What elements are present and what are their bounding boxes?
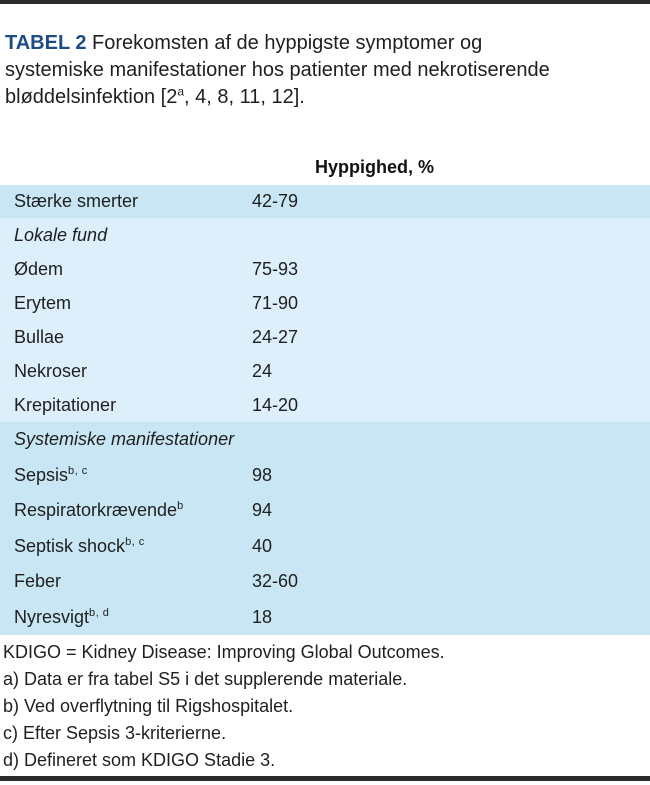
caption-line2: systemiske manifestationer hos patienter med nekrotiserende	[5, 59, 550, 81]
column-header-frequency: Hyppighed, %	[315, 157, 435, 177]
table-row	[0, 354, 650, 388]
row-value: 40	[252, 535, 273, 556]
section-header-row	[0, 218, 650, 252]
row-value: 94	[252, 500, 273, 521]
footnote-c: c) Efter Sepsis 3-kriterierne.	[3, 723, 227, 743]
row-value: 14-20	[252, 394, 299, 415]
footnote-b: b) Ved overflytning til Rigshospitalet.	[3, 696, 294, 716]
section-header-row	[0, 422, 650, 458]
row-label: Stærke smerter	[14, 191, 139, 211]
table-row	[0, 493, 650, 529]
caption-line3-post: , 4, 8, 11, 12].	[184, 86, 305, 108]
row-value: 24-27	[252, 326, 299, 347]
footnote-marker: b, c	[68, 464, 88, 477]
symptoms-table	[0, 185, 650, 635]
table-row	[0, 185, 650, 218]
row-label: Bullae	[14, 326, 65, 347]
row-value: 24	[252, 360, 273, 381]
table-row	[0, 388, 650, 422]
footnote-d: d) Defineret som KDIGO Stadie 3.	[3, 750, 276, 770]
caption-line1-text: Forekomsten af de hyppigste symptomer og	[86, 32, 483, 54]
footnotes	[3, 639, 644, 774]
row-label: Krepitationer	[14, 394, 117, 415]
section-label: Lokale fund	[14, 224, 108, 245]
bottom-rule	[0, 776, 650, 781]
footnote-marker: b, d	[89, 606, 110, 619]
row-value: 32-60	[252, 571, 299, 592]
row-value: 71-90	[252, 292, 299, 313]
footnote-marker: b, c	[125, 535, 145, 548]
row-value: 75-93	[252, 258, 299, 279]
caption-line3	[5, 84, 644, 111]
footnote-a: a) Data er fra tabel S5 i det supplerende materiale.	[3, 669, 408, 689]
table-row	[0, 320, 650, 354]
row-label: Ødem	[14, 258, 64, 279]
row-label: Erytem	[14, 292, 72, 313]
row-label: Feber	[14, 571, 62, 592]
row-value: 98	[252, 464, 273, 485]
table-caption	[5, 30, 644, 111]
caption-line3-pre: bløddelsinfektion [2	[5, 86, 178, 108]
top-rule	[0, 0, 650, 4]
table-row	[0, 529, 650, 565]
row-label: Nekroser	[14, 360, 88, 381]
row-value: 42-79	[252, 191, 299, 211]
table-row	[0, 600, 650, 636]
table-number: TABEL 2	[5, 32, 87, 54]
caption-line1	[5, 30, 644, 57]
footnote-marker: b	[177, 500, 184, 513]
row-label: Respiratorkrævende$^b$	[14, 500, 184, 521]
caption-ref-sup: a	[177, 84, 185, 99]
row-value: 18	[252, 606, 273, 627]
section-label: Systemiske manifestationer	[14, 429, 235, 450]
footnote-abbreviation: KDIGO = Kidney Disease: Improving Global Outcomes.	[3, 642, 445, 662]
row-label: Sepsis$^{b, c}$	[14, 464, 88, 485]
table-row	[0, 564, 650, 600]
table-row	[0, 458, 650, 494]
table-row	[0, 286, 650, 320]
row-label: Nyresvigt$^{b, d}$	[14, 606, 110, 627]
row-label: Septisk shock$^{b, c}$	[14, 535, 145, 556]
table-row	[0, 252, 650, 286]
